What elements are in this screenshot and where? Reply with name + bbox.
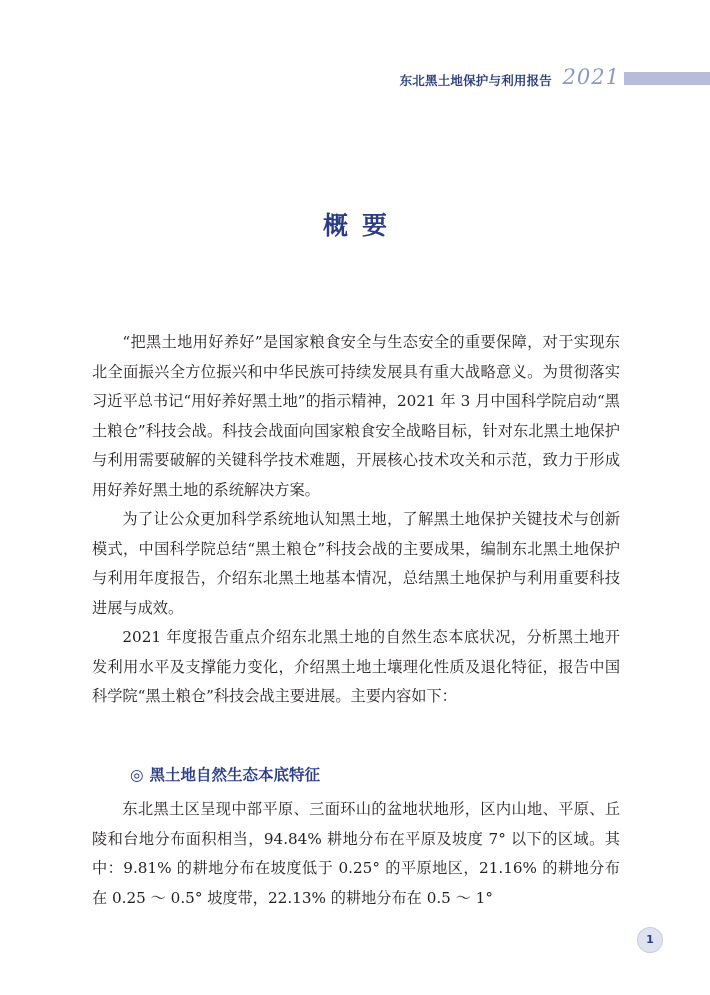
page-number-badge: 1	[637, 927, 663, 953]
running-header	[0, 67, 710, 91]
intro-text	[92, 328, 620, 712]
header-year: 2021	[562, 65, 620, 89]
section-heading-text: 黑土地自然生态本底特征	[149, 766, 321, 784]
section-heading	[130, 763, 320, 785]
double-circle-icon: ◎	[130, 766, 144, 784]
header-decorative-bar	[624, 72, 710, 85]
header-title: 东北黑土地保护与利用报告	[399, 73, 552, 88]
intro-paragraph-2: 为了让公众更加科学系统地认知黑土地，了解黑土地保护关键技术与创新模式，中国科学院总结“黑土粮仓”科技会战的主要成果，编制东北黑土地保护与利用年度报告，介绍东北黑土地基本情况，总结黑土地保护与利用重要科技进展与成效。	[92, 510, 620, 617]
intro-paragraph-3: 2021 年度报告重点介绍东北黑土地的自然生态本底状况，分析黑土地开发利用水平及支撑能力变化，介绍黑土地土壤理化性质及退化特征，报告中国科学院“黑土粮仓”科技会战主要进展。主要内容如下：	[92, 628, 620, 705]
intro-paragraph-1: “把黑土地用好养好”是国家粮食安全与生态安全的重要保障，对于实现东北全面振兴全方位振兴和中华民族可持续发展具有重大战略意义。为贯彻落实习近平总书记“用好养好黑土地”的指示精神，2021 年 3 月中国科学院启动“黑土粮仓”科技会战。科技会战面向国家粮食安全战略目标，针对东北黑土地保护与利用需要破解的关键科学技术难题，开展核心技术攻关和示范，致力于形成用好养好黑土地的系统解决方案。	[92, 333, 620, 499]
page-title: 概要	[322, 211, 401, 240]
section-paragraph: 东北黑土区呈现中部平原、三面环山的盆地状地形，区内山地、平原、丘陵和台地分布面积相当，94.84% 耕地分布在平原及坡度 7° 以下的区域。其中：9.81% 的耕地分布在坡度低于 0.25° 的平原地区，21.16% 的耕地分布在 0.25 ～ 0.5° 坡度带，22.13% 的耕地分布在 0.5 ～ 1°	[92, 800, 620, 907]
section-text	[92, 795, 620, 913]
